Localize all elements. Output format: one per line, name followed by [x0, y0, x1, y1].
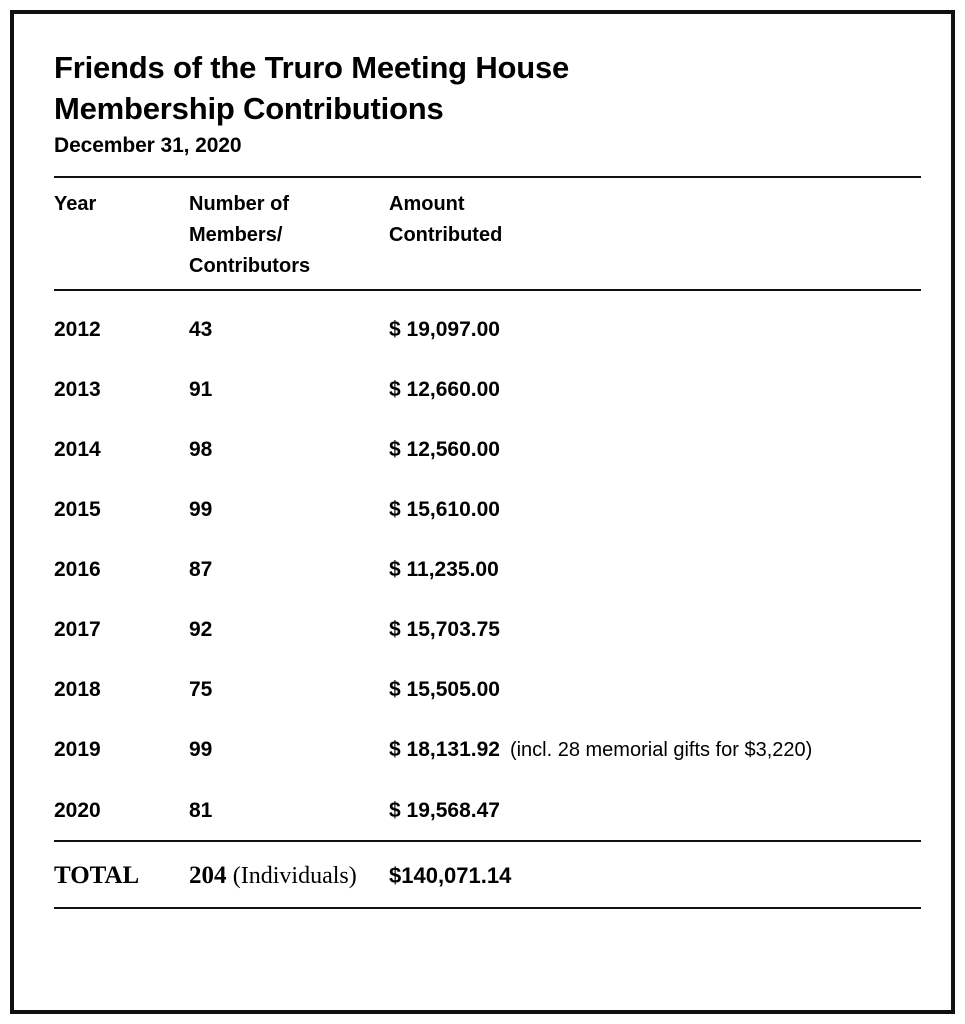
document-frame: [10, 10, 955, 1014]
table-body: [54, 290, 921, 909]
amount-value: $ 15,610.00: [389, 498, 500, 522]
column-header-members-line3: Contributors: [189, 254, 311, 277]
amount-value: $ 19,568.47: [389, 798, 500, 822]
column-header-members: [189, 177, 389, 290]
table-head: [54, 177, 921, 290]
column-header-amount-line2: Contributed: [389, 223, 503, 246]
amount-value: $ 11,235.00: [389, 558, 499, 582]
total-label: TOTAL: [54, 861, 140, 889]
cell-year: 2016: [54, 558, 101, 582]
cell-amount: [389, 290, 921, 359]
cell-members: 99: [189, 498, 213, 522]
column-header-amount-line1: Amount: [389, 192, 465, 215]
amount-value: $ 18,131.92: [389, 738, 500, 762]
total-amount: $140,071.14: [389, 862, 512, 888]
table-row: [54, 359, 921, 419]
column-header-year-label: Year: [54, 192, 97, 215]
cell-members: 91: [189, 377, 213, 401]
total-members-value: 204: [189, 861, 227, 889]
table-row: [54, 290, 921, 359]
cell-year: 2020: [54, 798, 101, 822]
title-block: [54, 48, 921, 158]
amount-value: $ 12,560.00: [389, 438, 500, 461]
cell-members: 87: [189, 558, 213, 582]
total-row: [54, 842, 921, 909]
cell-year: 2013: [54, 377, 101, 401]
amount-note: (incl. 28 memorial gifts for $3,220): [509, 739, 813, 762]
table-row: [54, 479, 921, 539]
cell-amount: [389, 719, 921, 779]
document-title-line-2: Membership Contributions: [54, 90, 444, 126]
contributions-table: [54, 176, 921, 909]
cell-amount: [389, 659, 921, 719]
table-row: [54, 780, 921, 841]
table-row: [54, 419, 921, 479]
amount-value: $ 12,660.00: [389, 377, 500, 401]
column-header-amount: [389, 177, 921, 290]
cell-year: 2014: [54, 438, 101, 461]
column-header-members-line1: Number of: [189, 192, 289, 215]
cell-year: 2015: [54, 498, 101, 522]
amount-value: $ 15,505.00: [389, 678, 500, 702]
cell-amount: [389, 780, 921, 841]
cell-amount: [389, 539, 921, 599]
total-members-qualifier: (Individuals): [232, 862, 357, 889]
cell-amount: [389, 419, 921, 479]
cell-year: 2012: [54, 317, 101, 341]
amount-value: $ 19,097.00: [389, 317, 500, 341]
cell-members: 92: [189, 618, 213, 642]
cell-members: 81: [189, 798, 213, 822]
cell-members: 43: [189, 317, 213, 341]
cell-members: 99: [189, 738, 213, 762]
cell-amount: [389, 359, 921, 419]
cell-members: 75: [189, 678, 213, 702]
bottom-rule: [54, 908, 921, 909]
table-row: [54, 719, 921, 779]
column-header-year: [54, 177, 189, 290]
cell-members: 98: [189, 438, 213, 461]
cell-amount: [389, 479, 921, 539]
table-row: [54, 599, 921, 659]
table-row: [54, 659, 921, 719]
cell-year: 2017: [54, 618, 101, 642]
cell-year: 2018: [54, 678, 101, 702]
cell-year: 2019: [54, 738, 101, 762]
document-title-line-1: Friends of the Truro Meeting House: [54, 50, 570, 85]
table-header-row: [54, 177, 921, 290]
column-header-members-line2: Members/: [189, 223, 283, 246]
amount-value: $ 15,703.75: [389, 618, 500, 642]
document-date: December 31, 2020: [54, 133, 242, 157]
table-row: [54, 539, 921, 599]
cell-amount: [389, 599, 921, 659]
total-members: [189, 842, 389, 909]
